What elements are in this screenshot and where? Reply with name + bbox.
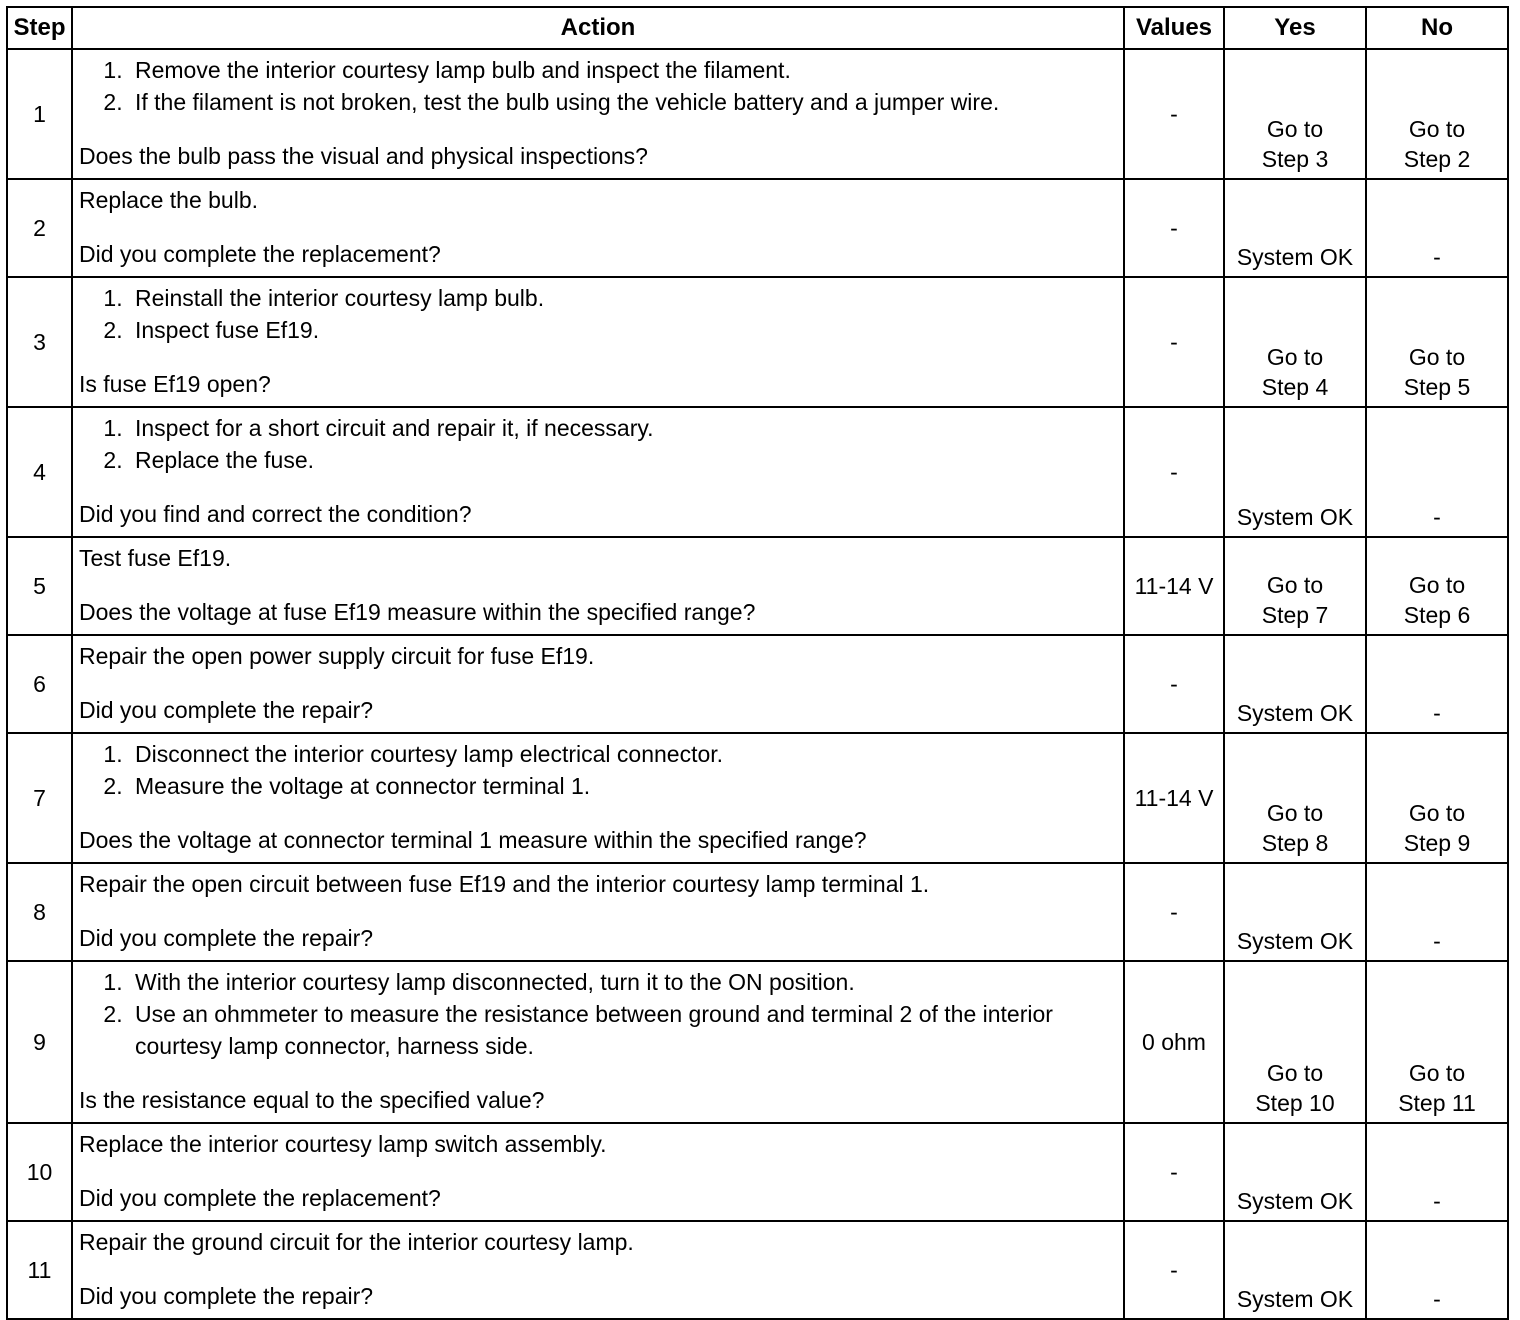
- action-question: Is fuse Ef19 open?: [79, 371, 271, 397]
- no-outcome-line: -: [1433, 504, 1441, 530]
- no-outcome: [1366, 49, 1508, 179]
- no-outcome: [1366, 863, 1508, 961]
- action-step-item: 1. Inspect for a short circuit and repair it, if necessary.: [129, 412, 1117, 444]
- spacer: [79, 802, 1117, 824]
- specified-value: -: [1124, 407, 1224, 537]
- yes-outcome-line: Step 4: [1261, 374, 1329, 400]
- step-number: 8: [7, 863, 72, 961]
- action-cell: [72, 407, 1124, 537]
- table-row: [7, 863, 1508, 961]
- action-cell: [72, 863, 1124, 961]
- action-cell: [72, 179, 1124, 277]
- table-row: [7, 1123, 1508, 1221]
- action-step-item: 1. With the interior courtesy lamp disconnected, turn it to the ON position.: [129, 966, 1117, 998]
- yes-outcome-line: System OK: [1236, 244, 1354, 270]
- action-step-item: 2. Measure the voltage at connector terminal 1.: [129, 770, 1117, 802]
- specified-value: -: [1124, 179, 1224, 277]
- yes-outcome: [1224, 1221, 1366, 1319]
- no-outcome: [1366, 961, 1508, 1123]
- action-text: Repair the open power supply circuit for fuse Ef19.: [79, 643, 595, 669]
- step-number: 10: [7, 1123, 72, 1221]
- header-yes: Yes: [1224, 7, 1366, 49]
- action-text: Replace the interior courtesy lamp switch assembly.: [79, 1131, 607, 1157]
- action-question: Did you complete the repair?: [79, 1283, 374, 1309]
- action-question: Is the resistance equal to the specified value?: [79, 1087, 545, 1113]
- no-outcome-line: Step 11: [1398, 1090, 1476, 1116]
- no-outcome: [1366, 733, 1508, 863]
- specified-value: -: [1124, 1123, 1224, 1221]
- step-number: 6: [7, 635, 72, 733]
- action-question: Does the voltage at fuse Ef19 measure within the specified range?: [79, 599, 756, 625]
- action-step-item: 1. Disconnect the interior courtesy lamp electrical connector.: [129, 738, 1117, 770]
- yes-outcome: [1224, 277, 1366, 407]
- yes-outcome-line: Go to: [1266, 572, 1324, 598]
- table-row: [7, 277, 1508, 407]
- no-outcome: [1366, 1123, 1508, 1221]
- yes-outcome-line: System OK: [1236, 504, 1354, 530]
- no-outcome-line: Go to: [1408, 344, 1466, 370]
- no-outcome-line: Go to: [1408, 572, 1466, 598]
- yes-outcome: [1224, 863, 1366, 961]
- table-header-row: [7, 7, 1508, 49]
- no-outcome-line: -: [1433, 244, 1441, 270]
- yes-outcome-line: Go to: [1266, 344, 1324, 370]
- no-outcome-line: Step 2: [1403, 146, 1471, 172]
- table-body: [7, 49, 1508, 1319]
- action-question: Did you find and correct the condition?: [79, 501, 472, 527]
- no-outcome-line: -: [1433, 1188, 1441, 1214]
- action-text: Repair the open circuit between fuse Ef19 and the interior courtesy lamp terminal 1.: [79, 871, 930, 897]
- yes-outcome-line: System OK: [1236, 700, 1354, 726]
- action-cell: [72, 733, 1124, 863]
- no-outcome-line: Go to: [1408, 116, 1466, 142]
- action-steps-list: [79, 54, 1117, 118]
- yes-outcome-line: Step 8: [1261, 830, 1329, 856]
- spacer: [79, 900, 1117, 922]
- no-outcome: [1366, 537, 1508, 635]
- table-row: [7, 407, 1508, 537]
- specified-value: -: [1124, 277, 1224, 407]
- spacer: [79, 574, 1117, 596]
- header-values: Values: [1124, 7, 1224, 49]
- yes-outcome-line: Step 3: [1261, 146, 1329, 172]
- no-outcome-line: Step 5: [1403, 374, 1471, 400]
- action-steps-list: [79, 738, 1117, 802]
- spacer: [79, 672, 1117, 694]
- step-number: 7: [7, 733, 72, 863]
- table-row: [7, 537, 1508, 635]
- action-text: Test fuse Ef19.: [79, 545, 232, 571]
- yes-outcome-line: System OK: [1236, 1286, 1354, 1312]
- no-outcome-line: Go to: [1408, 800, 1466, 826]
- action-steps-list: [79, 412, 1117, 476]
- step-number: 11: [7, 1221, 72, 1319]
- action-cell: [72, 961, 1124, 1123]
- header-action: Action: [72, 7, 1124, 49]
- action-step-item: 2. Replace the fuse.: [129, 444, 1117, 476]
- spacer: [79, 118, 1117, 140]
- yes-outcome: [1224, 1123, 1366, 1221]
- yes-outcome-line: Step 10: [1255, 1090, 1335, 1116]
- yes-outcome: [1224, 537, 1366, 635]
- specified-value: -: [1124, 635, 1224, 733]
- no-outcome-line: -: [1433, 1286, 1441, 1312]
- yes-outcome: [1224, 961, 1366, 1123]
- specified-value: 0 ohm: [1124, 961, 1224, 1123]
- spacer: [79, 476, 1117, 498]
- no-outcome-line: Go to: [1408, 1060, 1466, 1086]
- action-steps-list: [79, 966, 1117, 1062]
- action-cell: [72, 1221, 1124, 1319]
- specified-value: -: [1124, 49, 1224, 179]
- step-number: 9: [7, 961, 72, 1123]
- header-no: No: [1366, 7, 1508, 49]
- table-row: [7, 733, 1508, 863]
- yes-outcome-line: Step 7: [1261, 602, 1329, 628]
- action-question: Did you complete the replacement?: [79, 1185, 441, 1211]
- no-outcome: [1366, 277, 1508, 407]
- no-outcome: [1366, 179, 1508, 277]
- action-cell: [72, 277, 1124, 407]
- yes-outcome-line: System OK: [1236, 928, 1354, 954]
- yes-outcome: [1224, 179, 1366, 277]
- no-outcome: [1366, 635, 1508, 733]
- action-question: Does the bulb pass the visual and physical inspections?: [79, 143, 648, 169]
- yes-outcome: [1224, 733, 1366, 863]
- step-number: 5: [7, 537, 72, 635]
- specified-value: -: [1124, 1221, 1224, 1319]
- action-cell: [72, 1123, 1124, 1221]
- header-step: Step: [7, 7, 72, 49]
- action-question: Did you complete the repair?: [79, 925, 374, 951]
- spacer: [79, 346, 1117, 368]
- spacer: [79, 216, 1117, 238]
- table-row: [7, 179, 1508, 277]
- action-step-item: 2. Inspect fuse Ef19.: [129, 314, 1117, 346]
- yes-outcome: [1224, 49, 1366, 179]
- action-cell: [72, 635, 1124, 733]
- step-number: 3: [7, 277, 72, 407]
- no-outcome: [1366, 407, 1508, 537]
- step-number: 1: [7, 49, 72, 179]
- step-number: 2: [7, 179, 72, 277]
- action-question: Did you complete the repair?: [79, 697, 374, 723]
- table-row: [7, 1221, 1508, 1319]
- spacer: [79, 1160, 1117, 1182]
- action-step-item: 2. If the filament is not broken, test the bulb using the vehicle battery and a jumper wire.: [129, 86, 1117, 118]
- specified-value: 11-14 V: [1124, 733, 1224, 863]
- no-outcome: [1366, 1221, 1508, 1319]
- action-step-item: 1. Remove the interior courtesy lamp bulb and inspect the filament.: [129, 54, 1117, 86]
- action-steps-list: [79, 282, 1117, 346]
- action-cell: [72, 49, 1124, 179]
- no-outcome-line: -: [1433, 700, 1441, 726]
- yes-outcome-line: System OK: [1236, 1188, 1354, 1214]
- action-question: Does the voltage at connector terminal 1 measure within the specified range?: [79, 827, 867, 853]
- table-row: [7, 49, 1508, 179]
- action-cell: [72, 537, 1124, 635]
- no-outcome-line: Step 6: [1403, 602, 1471, 628]
- spacer: [79, 1258, 1117, 1280]
- action-question: Did you complete the replacement?: [79, 241, 441, 267]
- table-row: [7, 635, 1508, 733]
- yes-outcome-line: Go to: [1266, 116, 1324, 142]
- step-number: 4: [7, 407, 72, 537]
- yes-outcome: [1224, 635, 1366, 733]
- specified-value: -: [1124, 863, 1224, 961]
- specified-value: 11-14 V: [1124, 537, 1224, 635]
- action-step-item: 2. Use an ohmmeter to measure the resistance between ground and terminal 2 of the interior courtesy lamp connector, harness side.: [129, 998, 1117, 1062]
- action-step-item: 1. Reinstall the interior courtesy lamp bulb.: [129, 282, 1117, 314]
- action-text: Repair the ground circuit for the interior courtesy lamp.: [79, 1229, 634, 1255]
- no-outcome-line: Step 9: [1403, 830, 1471, 856]
- action-text: Replace the bulb.: [79, 187, 259, 213]
- yes-outcome-line: Go to: [1266, 1060, 1324, 1086]
- table-row: [7, 961, 1508, 1123]
- spacer: [79, 1062, 1117, 1084]
- yes-outcome-line: Go to: [1266, 800, 1324, 826]
- yes-outcome: [1224, 407, 1366, 537]
- no-outcome-line: -: [1433, 928, 1441, 954]
- diagnostic-table: [6, 6, 1509, 1320]
